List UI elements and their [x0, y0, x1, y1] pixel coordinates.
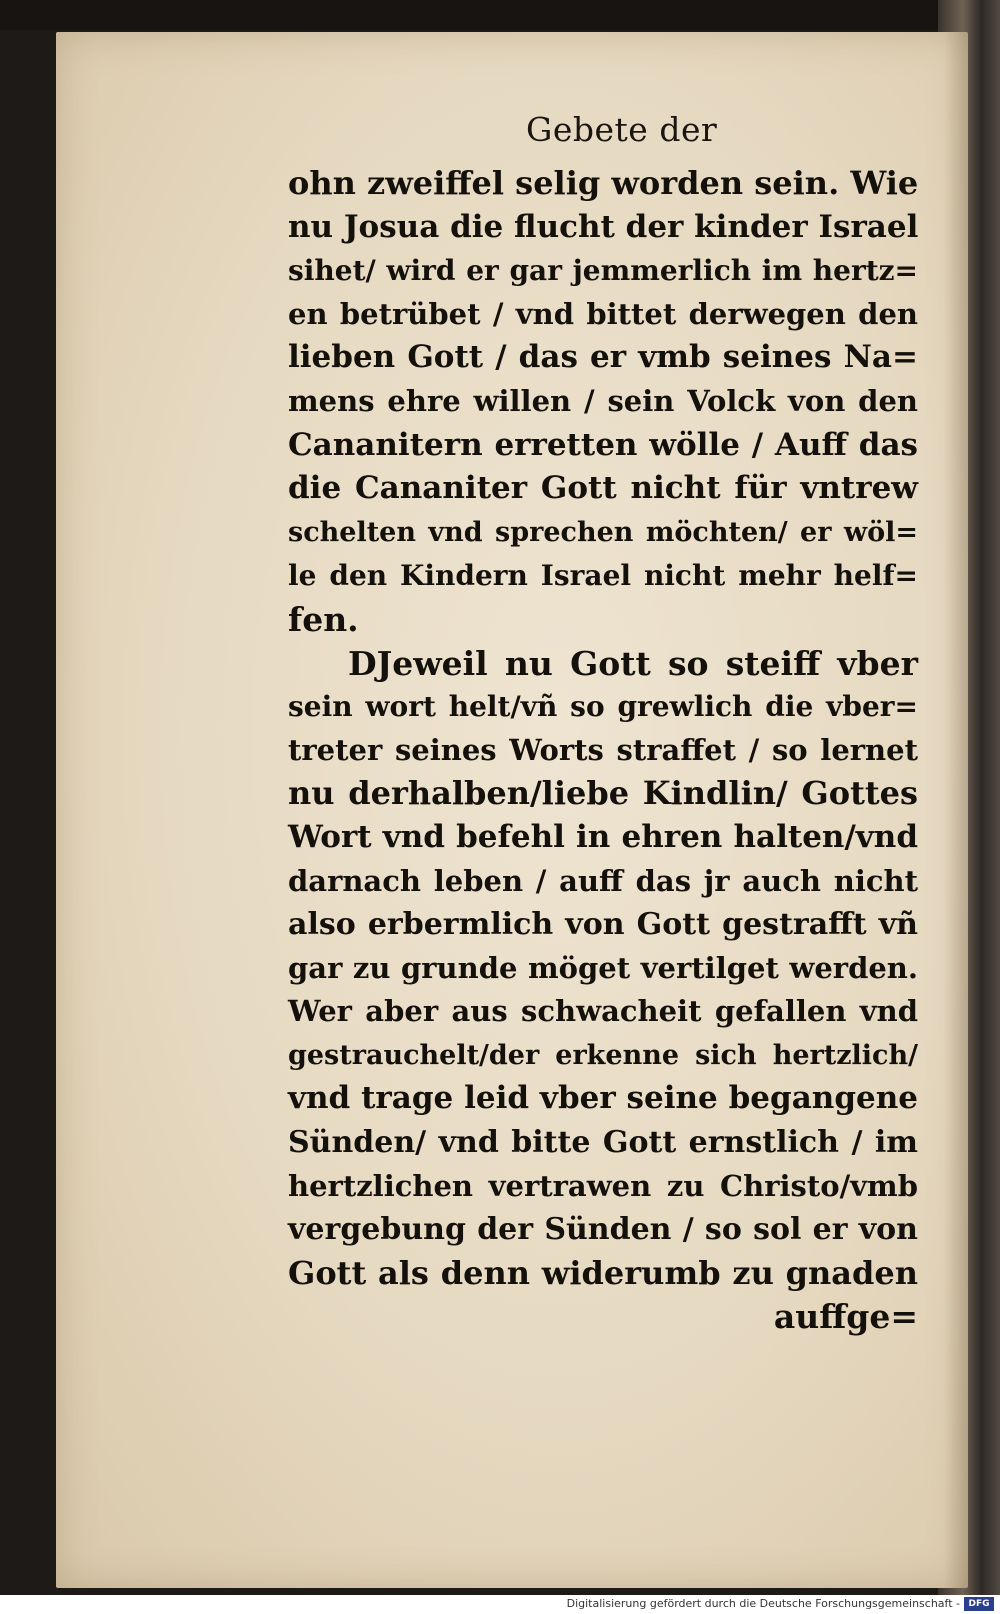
text-line: nu Josua die flucht der kinder Israel [288, 208, 919, 245]
footer-credit: Digitalisierung gefördert durch die Deutsche Forschungsgemeinschaft - [566, 1597, 960, 1610]
book-page [56, 32, 968, 1588]
text-line: schelten vnd sprechen möchten/ er wöl= [288, 516, 918, 548]
text-line: gar zu grunde möget vertilget werden. [288, 950, 918, 985]
text-line: Sünden/ vnd bitte Gott ernstlich / im [288, 1125, 918, 1161]
text-line: sein wort helt/vñ so grewlich die vber= [288, 690, 918, 724]
text-line: Wer aber aus schwacheit gefallen vnd [288, 994, 918, 1029]
text-line: gestrauchelt/der erkenne sich hertzlich/ [288, 1039, 918, 1071]
text-line: hertzlichen vertrawen zu Christo/vmb [288, 1168, 918, 1203]
text-line: also erbermlich von Gott gestrafft vñ [288, 907, 918, 943]
text-line: mens ehre willen / sein Volck von den [288, 383, 918, 418]
digitization-footer [0, 1595, 1000, 1614]
text-line: ohn zweiffel selig worden sein. Wie [288, 164, 919, 202]
text-line: fen. [288, 599, 359, 639]
scan-background-top [0, 0, 1000, 30]
text-line: die Cananiter Gott nicht für vntrew [288, 470, 918, 507]
paragraph-start-line: DJeweil nu Gott so steiff vber [348, 643, 918, 683]
text-line: le den Kindern Israel nicht mehr helf= [288, 559, 918, 593]
body-text [288, 162, 918, 1339]
catchword: auffge= [773, 1297, 918, 1337]
text-line: treter seines Worts straffet / so lernet [288, 732, 918, 767]
text-line: lieben Gott / das er vmb seines Na= [288, 339, 918, 376]
text-line: vergebung der Sünden / so sol er von [288, 1212, 918, 1248]
dfg-logo: DFG [964, 1597, 994, 1611]
text-line: sihet/ wird er gar jemmerlich im hertz= [288, 254, 918, 288]
text-line: Cananitern erretten wölle / Auff das [288, 426, 918, 463]
text-line: nu derhalben/liebe Kindlin/ Gottes [288, 774, 918, 813]
text-line: darnach leben / auff das jr auch nicht [288, 863, 918, 898]
text-line: Gott als denn widerumb zu gnaden [288, 1253, 918, 1292]
text-line: en betrübet / vnd bittet derwegen den [288, 296, 918, 331]
text-line: Wort vnd befehl in ehren halten/vnd [288, 818, 918, 855]
running-header: Gebete der [526, 110, 718, 149]
page-shadow-edge [944, 32, 968, 1588]
text-line: vnd trage leid vber seine begangene [288, 1080, 918, 1117]
